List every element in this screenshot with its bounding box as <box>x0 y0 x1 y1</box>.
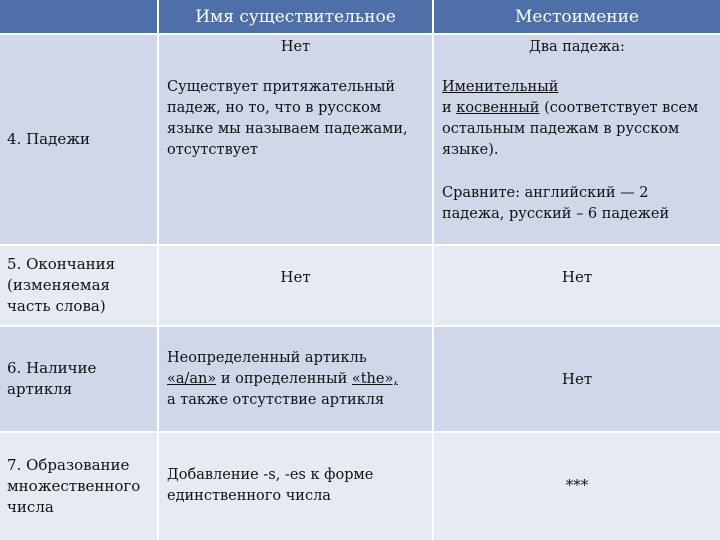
cases-pronoun-cell <box>434 35 720 244</box>
plural-pronoun: *** <box>434 433 720 540</box>
indefinite-article: «a/an» <box>167 371 217 387</box>
article-noun-cell <box>159 327 432 431</box>
and-word: и <box>442 100 452 116</box>
cases-noun-text: Существует притяжательный падеж, но то, что в русском языке мы называем падежами, отсутствует <box>167 79 408 158</box>
cases-pronoun-text <box>442 77 712 161</box>
oblique-case: косвенный <box>456 100 540 116</box>
cases-noun-cell <box>159 35 432 244</box>
definite-article: «the», <box>351 371 398 387</box>
article-noun-post: а также отсутствие артикля <box>167 392 385 408</box>
cases-pronoun-top: Два падежа: <box>529 39 625 55</box>
header-pronoun: Местоимение <box>434 0 720 33</box>
header-corner <box>0 0 157 33</box>
row-label-endings: 5. Окончания (изменяемая часть слова) <box>0 246 157 325</box>
cases-noun-top: Нет <box>280 39 311 55</box>
row-label-plural: 7. Образование множественного числа <box>0 433 157 540</box>
row-label-article: 6. Наличие артикля <box>0 327 157 431</box>
header-noun: Имя существительное <box>159 0 432 33</box>
article-pronoun: Нет <box>434 327 720 431</box>
oblique-note: (соответствует всем остальным падежам в русском языке). <box>442 100 699 158</box>
article-noun-mid: и определенный <box>220 371 348 387</box>
endings-pronoun: Нет <box>434 246 720 325</box>
article-noun-pre: Неопределенный артикль <box>167 350 367 366</box>
endings-noun: Нет <box>159 246 432 325</box>
nominative-case: Именительный <box>442 79 559 95</box>
cases-compare: Сравните: английский — 2 падежа, русский – 6 падежей <box>442 185 670 222</box>
plural-noun: Добавление -s, -es к форме единственного числа <box>159 433 432 540</box>
row-label-cases: 4. Падежи <box>0 35 157 244</box>
